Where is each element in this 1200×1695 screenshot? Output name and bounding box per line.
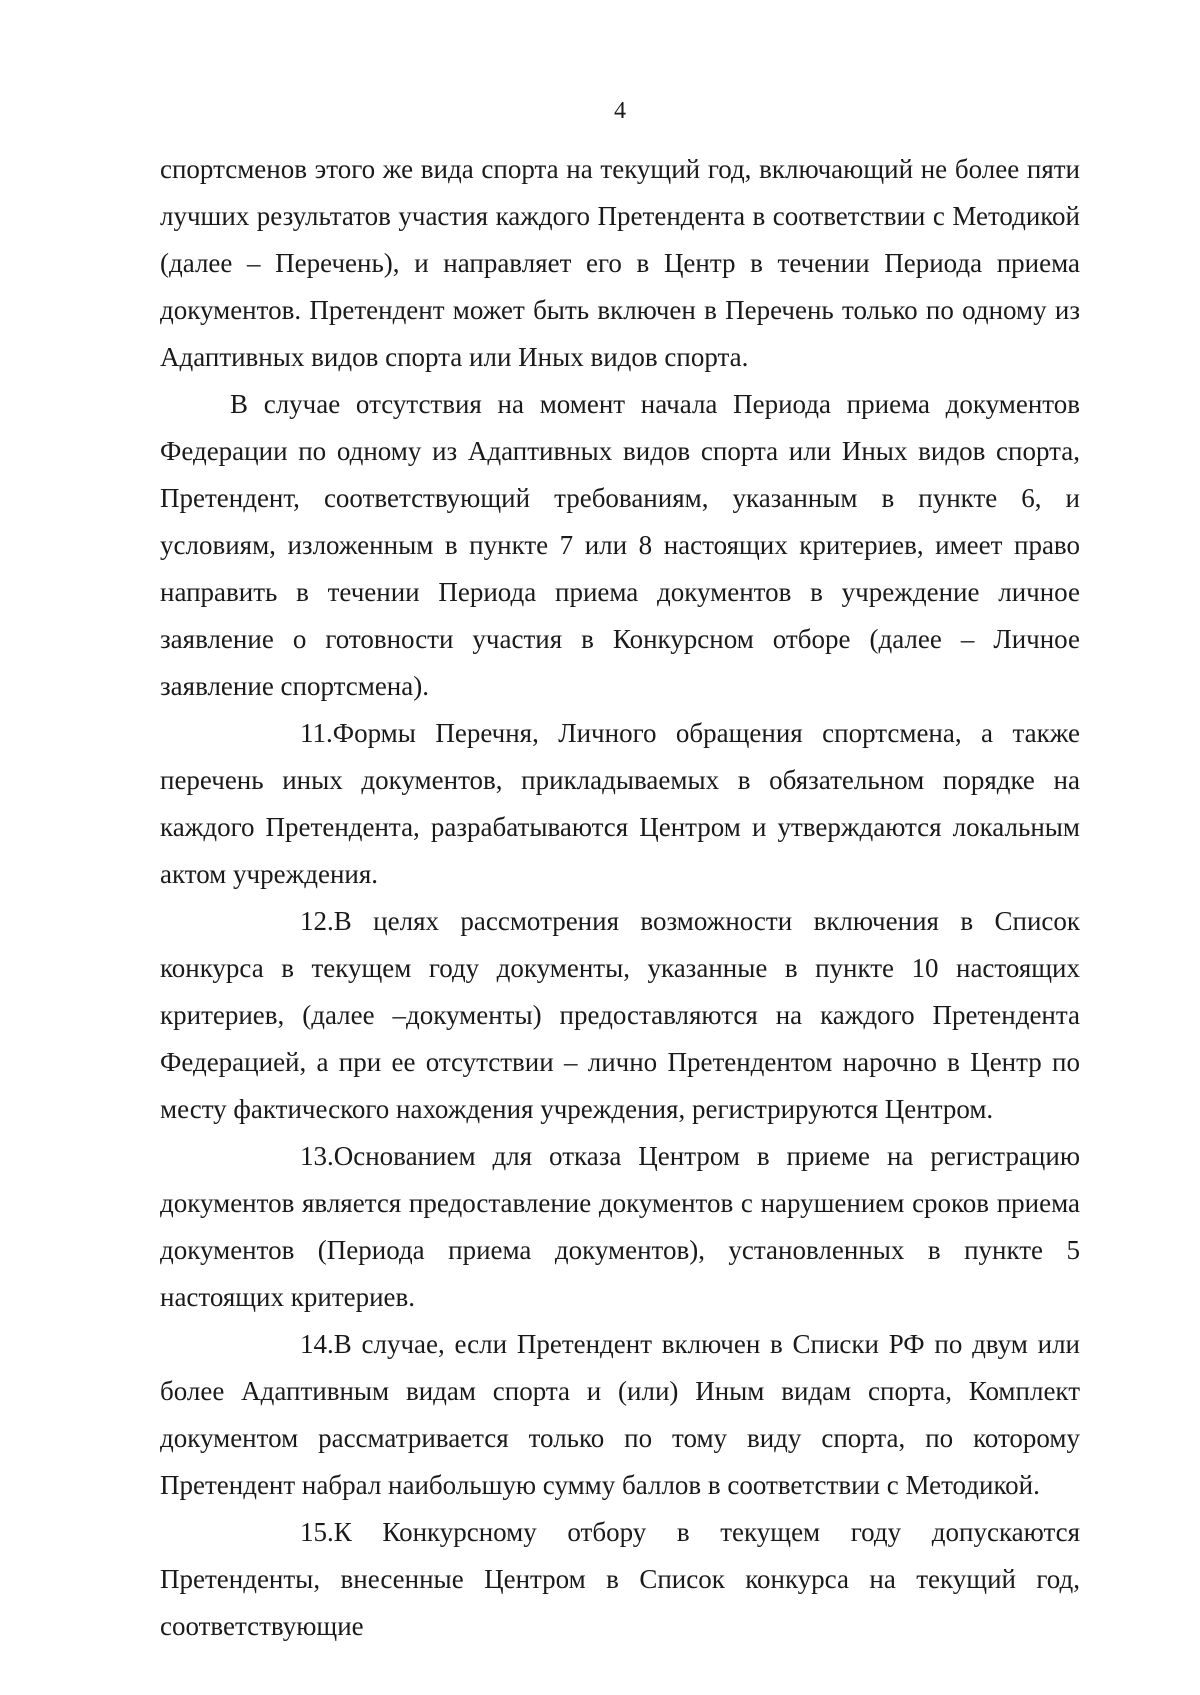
paragraph-number: 12. <box>300 906 334 936</box>
paragraph-text: Основанием для отказа Центром в приеме на регистрацию документов является предоставление документов с нарушением сроков приема документов (Периода приема документов), установленных в пункте 5 настоящих критериев. <box>160 1141 1080 1312</box>
paragraph-13 <box>160 1133 1080 1321</box>
paragraph-12 <box>160 898 1080 1133</box>
paragraph-continuation <box>160 146 1080 381</box>
paragraph-text: В целях рассмотрения возможности включения в Список конкурса в текущем году документы, указанные в пункте 10 настоящих критериев, (далее –документы) предоставляются на каждого Претендента Федерацией, а при ее отсутствии – лично Претендентом нарочно в Центр по месту фактического нахождения учреждения, регистрируются Центром. <box>160 906 1080 1124</box>
document-body <box>160 146 1080 1650</box>
paragraph-14 <box>160 1321 1080 1509</box>
paragraph-text: К Конкурсному отбору в текущем году допускаются Претенденты, внесенные Центром в Список конкурса на текущий год, соответствующие <box>160 1517 1080 1641</box>
paragraph-number: 13. <box>300 1141 334 1171</box>
paragraph-text: В случае, если Претендент включен в Списки РФ по двум или более Адаптивным видам спорта и (или) Иным видам спорта, Комплект документом рассматривается только по тому виду спорта, по которому Претендент набрал наибольшую сумму баллов в соответствии с Методикой. <box>160 1329 1080 1500</box>
paragraph-number: 15. <box>300 1517 334 1547</box>
paragraph-11 <box>160 710 1080 898</box>
paragraph-text: Формы Перечня, Личного обращения спортсмена, а также перечень иных документов, прикладываемых в обязательном порядке на каждого Претендента, разрабатываются Центром и утверждаются локальным актом учреждения. <box>160 718 1080 889</box>
paragraph-number: 11. <box>300 718 333 748</box>
paragraph-15 <box>160 1509 1080 1650</box>
page-number: 4 <box>614 98 626 124</box>
paragraph-text: спортсменов этого же вида спорта на текущий год, включающий не более пяти лучших результатов участия каждого Претендента в соответствии с Методикой (далее – Перечень), и направляет его в Центр в течении Периода приема документов. Претендент может быть включен в Перечень только по одному из Адаптивных видов спорта или Иных видов спорта. <box>160 154 1080 372</box>
paragraph-number: 14. <box>300 1329 334 1359</box>
paragraph-text: В случае отсутствия на момент начала Периода приема документов Федерации по одному из Адаптивных видов спорта или Иных видов спорта, Претендент, соответствующий требованиям, указанным в пункте 6, и условиям, изложенным в пункте 7 или 8 настоящих критериев, имеет право направить в течении Периода приема документов в учреждение личное заявление о готовности участия в Конкурсном отборе (далее – Личное заявление спортсмена). <box>160 389 1080 701</box>
paragraph-absence-case <box>160 381 1080 710</box>
